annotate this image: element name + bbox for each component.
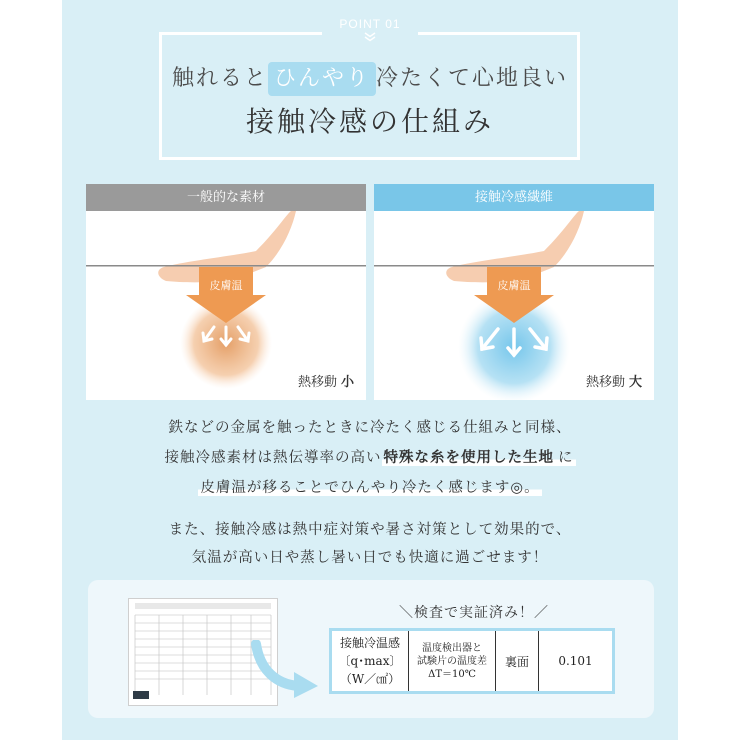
heat-transfer-caption bbox=[586, 371, 642, 390]
skin-temp-label: 皮膚温 bbox=[497, 279, 531, 292]
body-line-2-c: に bbox=[558, 450, 574, 466]
chevron-down-icon bbox=[363, 32, 377, 42]
test-result-table bbox=[329, 628, 615, 694]
table-cell-side: 裏面 bbox=[496, 631, 539, 691]
card-bar-label: 接触冷感繊維 bbox=[374, 184, 654, 211]
subtitle-before: 触れると bbox=[171, 66, 268, 91]
inspection-title: ＼検査で実証済み！／ bbox=[399, 605, 549, 621]
card-bar-label: 一般的な素材 bbox=[86, 184, 366, 211]
subtitle bbox=[160, 62, 580, 96]
body-line-3-text: 皮膚温が移ることでひんやり冷たく感じます◎。 bbox=[200, 480, 540, 496]
subtitle-after: 冷たくて心地良い bbox=[376, 66, 569, 91]
caption-value: 小 bbox=[340, 375, 354, 390]
caption-prefix: 熱移動 bbox=[297, 375, 337, 390]
metric-unit-2: （W／㎠） bbox=[339, 672, 401, 686]
body-line-2-a: 接触冷感素材は熱伝導率の高い bbox=[164, 450, 382, 466]
metric-label: 接触冷温感 bbox=[339, 636, 400, 650]
card-regular-material bbox=[86, 184, 366, 400]
point-badge bbox=[322, 14, 418, 42]
caption-prefix: 熱移動 bbox=[585, 375, 625, 390]
page-title: 接触冷感の仕組み bbox=[245, 105, 494, 138]
body-line-4: また、接触冷感は熱中症対策や暑さ対策として効果的で、 bbox=[168, 522, 572, 538]
condition-line-2: 試験片の温度差 bbox=[417, 655, 487, 667]
body-line-3 bbox=[62, 476, 678, 497]
metric-unit-1: 〔q･max〕 bbox=[338, 654, 402, 668]
header-frame bbox=[159, 32, 580, 160]
table-cell-condition bbox=[409, 631, 496, 691]
curved-arrow-icon bbox=[250, 640, 322, 698]
table-cell-value: 0.101 bbox=[558, 654, 593, 668]
body-line-5: 気温が高い日や蒸し暑い日でも快適に過ごせます！ bbox=[191, 550, 549, 566]
body-line-2 bbox=[62, 446, 678, 467]
heat-transfer-caption bbox=[298, 371, 354, 390]
body-line-2-emphasis: 特殊な糸を使用した生地 bbox=[383, 450, 554, 466]
table-cell-metric bbox=[332, 631, 409, 691]
condition-line-1: 温度検出器と bbox=[422, 642, 482, 654]
condition-line-3: ΔT＝10℃ bbox=[428, 668, 476, 680]
caption-value: 大 bbox=[628, 375, 642, 390]
body-line-1: 鉄などの金属を触ったときに冷たく感じる仕組みと同様、 bbox=[168, 420, 572, 436]
card-cooling-fiber bbox=[374, 184, 654, 400]
skin-temp-label: 皮膚温 bbox=[209, 279, 243, 292]
point-label: POINT 01 bbox=[339, 17, 401, 31]
subtitle-highlight: ひんやり bbox=[268, 62, 376, 96]
